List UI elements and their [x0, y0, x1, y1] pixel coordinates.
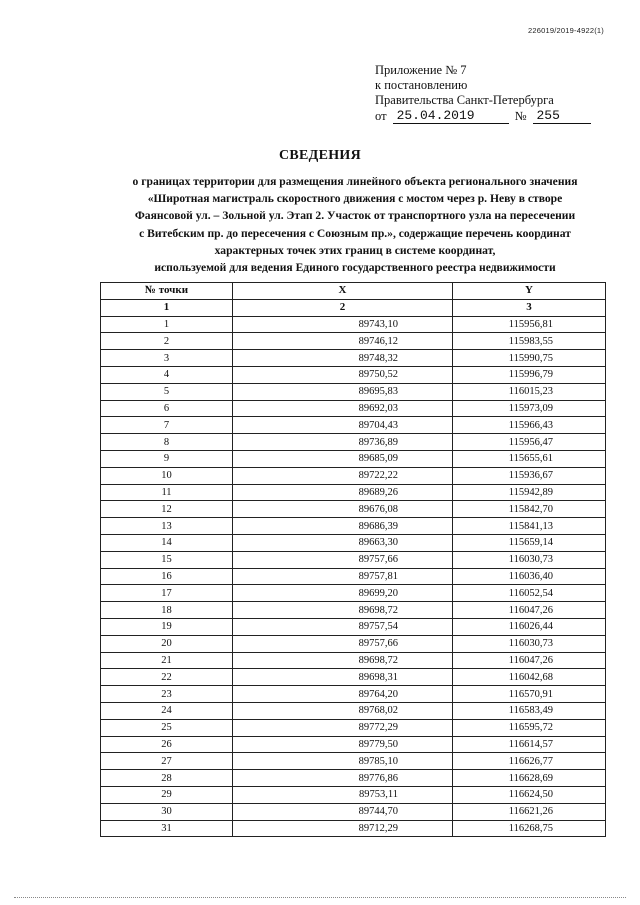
table-row [101, 534, 606, 551]
table-row [101, 316, 606, 333]
x-coordinate-cell: 89698,72 [233, 602, 453, 619]
point-number-cell: 9 [101, 450, 233, 467]
x-coordinate-cell: 89785,10 [233, 753, 453, 770]
coordinates-table [100, 282, 606, 837]
y-coordinate-cell: 115966,43 [453, 417, 606, 434]
table-row [101, 669, 606, 686]
point-number-cell: 6 [101, 400, 233, 417]
y-coordinate-cell: 115841,13 [453, 518, 606, 535]
point-number-cell: 14 [101, 534, 233, 551]
point-number-cell: 29 [101, 786, 233, 803]
x-coordinate-cell: 89712,29 [233, 820, 453, 837]
point-number-cell: 10 [101, 467, 233, 484]
y-coordinate-cell: 115973,09 [453, 400, 606, 417]
table-row [101, 585, 606, 602]
point-number-cell: 7 [101, 417, 233, 434]
y-coordinate-cell: 115655,61 [453, 450, 606, 467]
table-row [101, 366, 606, 383]
table-row [101, 333, 606, 350]
x-coordinate-cell: 89757,66 [233, 551, 453, 568]
y-coordinate-cell: 115659,14 [453, 534, 606, 551]
y-coordinate-cell: 115842,70 [453, 501, 606, 518]
table-row [101, 618, 606, 635]
header-y: Y [453, 283, 606, 300]
document-title: СВЕДЕНИЯ [278, 148, 362, 163]
table-row [101, 770, 606, 787]
column-number: 3 [453, 299, 606, 316]
appendix-block [375, 63, 591, 124]
subtitle-line: характерных точек этих границ в системе координат, [214, 243, 496, 257]
y-coordinate-cell: 116030,73 [453, 635, 606, 652]
table-row [101, 702, 606, 719]
x-coordinate-cell: 89698,31 [233, 669, 453, 686]
header-point-number: № точки [101, 283, 233, 300]
y-coordinate-cell: 115983,55 [453, 333, 606, 350]
x-coordinate-cell: 89685,09 [233, 450, 453, 467]
resolution-date: 25.04.2019 [393, 108, 509, 124]
x-coordinate-cell: 89757,66 [233, 635, 453, 652]
point-number-cell: 28 [101, 770, 233, 787]
point-number-cell: 20 [101, 635, 233, 652]
x-coordinate-cell: 89722,22 [233, 467, 453, 484]
y-coordinate-cell: 116026,44 [453, 618, 606, 635]
y-coordinate-cell: 116628,69 [453, 770, 606, 787]
x-coordinate-cell: 89772,29 [233, 719, 453, 736]
table-column-number-row [101, 299, 606, 316]
table-body [101, 316, 606, 837]
table-row [101, 417, 606, 434]
appendix-line-1: Приложение № 7 [375, 63, 467, 77]
y-coordinate-cell: 116047,26 [453, 652, 606, 669]
point-number-cell: 8 [101, 434, 233, 451]
point-number-cell: 3 [101, 350, 233, 367]
subtitle-line: о границах территории для размещения линейного объекта регионального значения [132, 175, 578, 188]
x-coordinate-cell: 89776,86 [233, 770, 453, 787]
table-row [101, 602, 606, 619]
y-coordinate-cell: 115936,67 [453, 467, 606, 484]
point-number-cell: 31 [101, 820, 233, 837]
table-row [101, 568, 606, 585]
y-coordinate-cell: 116042,68 [453, 669, 606, 686]
table-row [101, 551, 606, 568]
table-row [101, 501, 606, 518]
table-row [101, 719, 606, 736]
x-coordinate-cell: 89695,83 [233, 383, 453, 400]
x-coordinate-cell: 89753,11 [233, 786, 453, 803]
appendix-line-3: Правительства Санкт-Петербурга [375, 93, 554, 107]
table-row [101, 484, 606, 501]
x-coordinate-cell: 89698,72 [233, 652, 453, 669]
table-row [101, 736, 606, 753]
document-subtitle [80, 173, 630, 276]
point-number-cell: 24 [101, 702, 233, 719]
table-row [101, 434, 606, 451]
point-number-cell: 11 [101, 484, 233, 501]
point-number-cell: 13 [101, 518, 233, 535]
subtitle-line: с Витебским пр. до пересечения с Союзным пр.», содержащие перечень координат [139, 226, 571, 240]
point-number-cell: 25 [101, 719, 233, 736]
point-number-cell: 18 [101, 602, 233, 619]
table-row [101, 652, 606, 669]
table-row [101, 450, 606, 467]
x-coordinate-cell: 89689,26 [233, 484, 453, 501]
x-coordinate-cell: 89779,50 [233, 736, 453, 753]
y-coordinate-cell: 116047,26 [453, 602, 606, 619]
table-row [101, 686, 606, 703]
x-coordinate-cell: 89768,02 [233, 702, 453, 719]
table-row [101, 786, 606, 803]
y-coordinate-cell: 116268,75 [453, 820, 606, 837]
point-number-cell: 23 [101, 686, 233, 703]
x-coordinate-cell: 89692,03 [233, 400, 453, 417]
x-coordinate-cell: 89676,08 [233, 501, 453, 518]
subtitle-line: «Широтная магистраль скоростного движения с мостом через р. Неву в створе [147, 192, 563, 206]
y-coordinate-cell: 115956,47 [453, 434, 606, 451]
point-number-cell: 27 [101, 753, 233, 770]
table-row [101, 635, 606, 652]
x-coordinate-cell: 89750,52 [233, 366, 453, 383]
table-row [101, 803, 606, 820]
table-header-row [101, 283, 606, 300]
y-coordinate-cell: 116595,72 [453, 719, 606, 736]
x-coordinate-cell: 89686,39 [233, 518, 453, 535]
y-coordinate-cell: 116036,40 [453, 568, 606, 585]
point-number-cell: 15 [101, 551, 233, 568]
x-coordinate-cell: 89757,81 [233, 568, 453, 585]
point-number-cell: 30 [101, 803, 233, 820]
y-coordinate-cell: 116626,77 [453, 753, 606, 770]
point-number-cell: 2 [101, 333, 233, 350]
point-number-cell: 26 [101, 736, 233, 753]
x-coordinate-cell: 89764,20 [233, 686, 453, 703]
point-number-cell: 4 [101, 366, 233, 383]
subtitle-line: Фаянсовой ул. – Зольной ул. Этап 2. Участок от транспортного узла на пересечении [134, 209, 576, 223]
point-number-cell: 12 [101, 501, 233, 518]
point-number-cell: 19 [101, 618, 233, 635]
x-coordinate-cell: 89748,32 [233, 350, 453, 367]
table-row [101, 383, 606, 400]
y-coordinate-cell: 115996,79 [453, 366, 606, 383]
x-coordinate-cell: 89743,10 [233, 316, 453, 333]
y-coordinate-cell: 116052,54 [453, 585, 606, 602]
y-coordinate-cell: 116030,73 [453, 551, 606, 568]
table-row [101, 350, 606, 367]
table-row [101, 753, 606, 770]
point-number-cell: 17 [101, 585, 233, 602]
point-number-cell: 16 [101, 568, 233, 585]
column-number: 1 [101, 299, 233, 316]
point-number-cell: 5 [101, 383, 233, 400]
header-x: X [233, 283, 453, 300]
table-row [101, 518, 606, 535]
y-coordinate-cell: 116624,50 [453, 786, 606, 803]
appendix-line-2: к постановлению [375, 78, 468, 92]
table-row [101, 467, 606, 484]
point-number-cell: 21 [101, 652, 233, 669]
resolution-number: 255 [533, 108, 591, 124]
point-number-cell: 22 [101, 669, 233, 686]
x-coordinate-cell: 89704,43 [233, 417, 453, 434]
document-id: 226019/2019-4922(1) [528, 26, 604, 35]
column-number: 2 [233, 299, 453, 316]
x-coordinate-cell: 89757,54 [233, 618, 453, 635]
from-label: от [375, 109, 387, 123]
y-coordinate-cell: 116015,23 [453, 383, 606, 400]
table-row [101, 400, 606, 417]
x-coordinate-cell: 89736,89 [233, 434, 453, 451]
y-coordinate-cell: 115942,89 [453, 484, 606, 501]
x-coordinate-cell: 89746,12 [233, 333, 453, 350]
y-coordinate-cell: 115990,75 [453, 350, 606, 367]
number-label: № [514, 109, 527, 123]
y-coordinate-cell: 116583,49 [453, 702, 606, 719]
x-coordinate-cell: 89699,20 [233, 585, 453, 602]
y-coordinate-cell: 116614,57 [453, 736, 606, 753]
table-row [101, 820, 606, 837]
y-coordinate-cell: 116570,91 [453, 686, 606, 703]
y-coordinate-cell: 116621,26 [453, 803, 606, 820]
y-coordinate-cell: 115956,81 [453, 316, 606, 333]
appendix-date-row [375, 108, 591, 124]
scan-edge-line [14, 897, 626, 898]
point-number-cell: 1 [101, 316, 233, 333]
x-coordinate-cell: 89663,30 [233, 534, 453, 551]
subtitle-line: используемой для ведения Единого государственного реестра недвижимости [154, 261, 556, 275]
x-coordinate-cell: 89744,70 [233, 803, 453, 820]
